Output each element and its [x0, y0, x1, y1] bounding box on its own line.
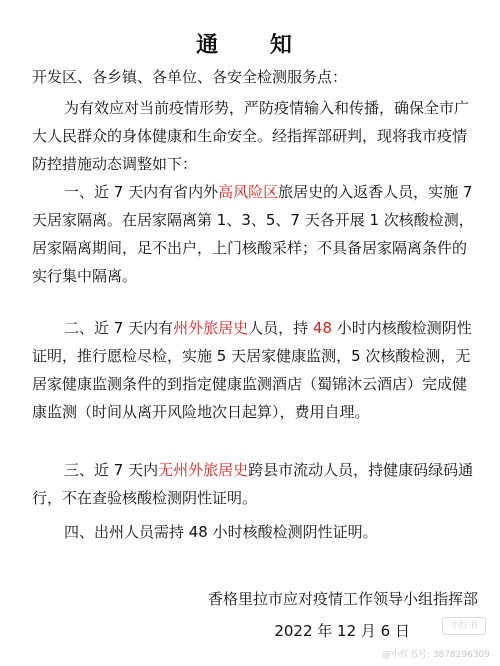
item-2-pre: 二、近 7 天内有 [64, 319, 174, 337]
item-1-highlight: 高风险区 [218, 183, 279, 201]
item-2-mid: 人员，持 [248, 319, 313, 337]
watermark-id: @小红书号: 3878296309 [381, 650, 490, 660]
item-1-pre: 一、近 7 天内有省内外 [64, 183, 219, 201]
item-2-highlight-number: 48 [312, 319, 332, 337]
item-paragraph-1 [32, 178, 478, 290]
issue-date: 2022 年 12 月 6 日 [274, 622, 410, 640]
item-3-post: 跨县市流动人员，持健康码绿码通行，不在查验核酸检测阴性证明。 [32, 461, 474, 507]
item-4-text: 四、出州人员需持 48 小时核酸检测阴性证明。 [64, 523, 378, 541]
addressee-line: 开发区、各乡镇、各单位、各安全检测服务点： [32, 68, 348, 86]
item-paragraph-2 [32, 314, 478, 426]
watermark-logo: 小红书 [442, 617, 486, 635]
notice-title: 通 知 [196, 33, 314, 58]
signer-organization: 香格里拉市应对疫情工作领导小组指挥部 [207, 590, 478, 608]
item-paragraph-3 [32, 456, 478, 512]
item-3-highlight: 无州外旅居史 [158, 461, 249, 479]
intro-paragraph: 为有效应对当前疫情形势，严防疫情输入和传播，确保全市广大人民群众的身体健康和生命安全。经指挥部研判，现将我市疫情防控措施动态调整如下： [32, 99, 470, 173]
item-2-post: 小时内核酸检测阴性证明，推行愿检尽检，实施 5 天居家健康监测，5 次核酸检测，无居家健康监测条件的到指定健康监测酒店（蜀锦沐云酒店）完成健康监测（时间从离开风险地次日起算），费用自理。 [32, 319, 472, 421]
item-1-post: 旅居史的入返香人员，实施 7 天居家隔离。在居家隔离第 1、3、5、7 天各开展 1 次核酸检测，居家隔离期间，足不出户，上门核酸采样；不具备居家隔离条件的实行集中隔离。 [32, 183, 474, 285]
item-3-pre: 三、近 7 天内 [64, 461, 159, 479]
item-paragraph-4 [32, 518, 478, 546]
item-2-highlight: 州外旅居史 [173, 319, 249, 337]
